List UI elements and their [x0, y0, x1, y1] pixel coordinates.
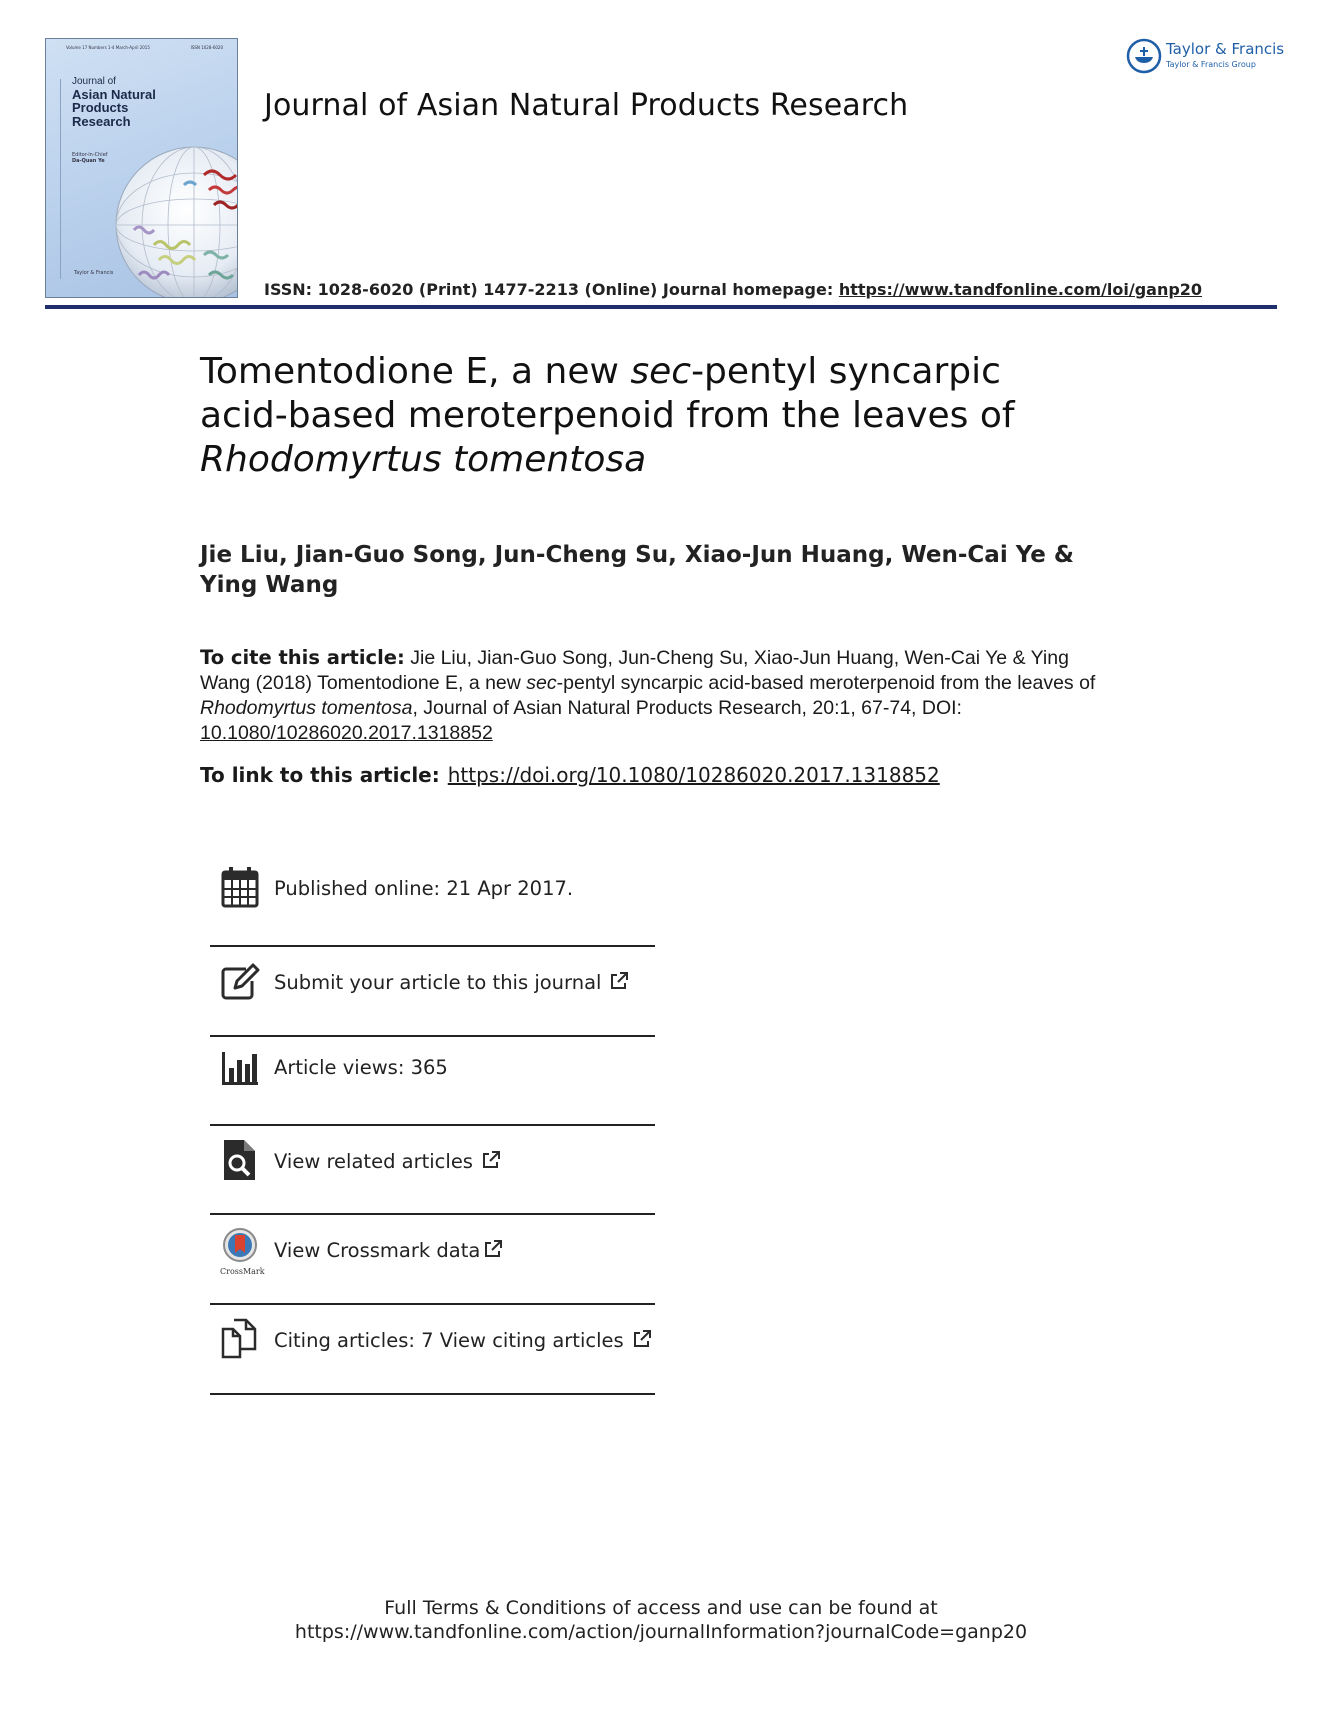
issn-text: ISSN: 1028-6020 (Print) 1477-2213 (Online) Journal homepage: — [264, 280, 839, 299]
cover-issn: ISSN 1028-6020 — [190, 45, 223, 50]
external-link-icon — [481, 1150, 501, 1170]
footer-terms-text: Full Terms & Conditions of access and use can be found at — [384, 1597, 938, 1619]
publisher-logo-name: Taylor & Francis — [1166, 40, 1285, 58]
cover-title-line-1: Journal of — [72, 76, 116, 87]
article-views-text: Article views: 365 — [274, 1056, 448, 1079]
crossmark-label: View Crossmark data — [274, 1239, 481, 1262]
issn-line — [264, 280, 1202, 299]
journal-title[interactable]: Journal of Asian Natural Products Research — [264, 88, 909, 123]
crossmark-text — [274, 1239, 503, 1262]
publisher-logo[interactable] — [1126, 38, 1285, 78]
article-title-italic-1: sec — [630, 351, 692, 392]
citation-label: To cite this article: — [200, 646, 405, 669]
copy-documents-icon — [220, 1317, 260, 1361]
article-title-part-2: -pentyl syncarpic acid-based meroterpenoid from the leaves of — [200, 351, 1015, 436]
calendar-icon — [220, 865, 260, 909]
citing-articles-row[interactable] — [210, 1295, 655, 1385]
published-online-text: Published online: 21 Apr 2017. — [274, 877, 574, 900]
article-authors: Jie Liu, Jian-Guo Song, Jun-Cheng Su, Xiao-Jun Huang, Wen-Cai Ye & Ying Wang — [200, 542, 1074, 598]
bar-chart-icon — [220, 1044, 260, 1088]
header-divider — [45, 305, 1277, 309]
article-title-italic-2: Rhodomyrtus tomentosa — [200, 439, 647, 480]
cover-editor-label: Editor-in-Chief — [72, 152, 108, 158]
publisher-logo-sub: Taylor & Francis Group — [1166, 60, 1256, 69]
article-link-line — [200, 763, 940, 787]
journal-homepage-link[interactable]: https://www.tandfonline.com/loi/ganp20 — [838, 280, 1203, 299]
cover-volume-line: Volume 17 Numbers 1-4 March-April 2015 — [66, 45, 150, 50]
cover-title-line-3: Products — [72, 100, 129, 116]
submit-article-row[interactable] — [210, 937, 655, 1027]
info-divider — [210, 1393, 655, 1395]
crossmark-icon-label: CrossMark — [220, 1267, 265, 1276]
article-title — [200, 350, 1100, 482]
cover-title — [72, 77, 182, 128]
journal-cover-image[interactable] — [45, 38, 238, 298]
cover-publisher: Taylor & Francis — [74, 270, 114, 276]
article-doi-url[interactable]: https://doi.org/10.1080/10286020.2017.1318852 — [447, 763, 940, 787]
citation-text-3: , Journal of Asian Natural Products Research, 20:1, 67-74, DOI: — [412, 697, 962, 719]
citation-text-2: -pentyl syncarpic acid-based meroterpenoid from the leaves of — [556, 672, 1096, 694]
cover-title-line-4: Research — [72, 113, 131, 129]
document-search-icon — [220, 1138, 260, 1182]
article-views-row — [210, 1022, 655, 1112]
tf-logo-icon — [1126, 38, 1162, 74]
published-online-row — [210, 843, 655, 933]
protein-globe-illustration — [114, 135, 238, 298]
related-articles-row[interactable] — [210, 1116, 655, 1206]
related-articles-text — [274, 1150, 501, 1173]
citation-text-1: Jie Liu, Jian-Guo Song, Jun-Cheng Su, Xiao-Jun Huang, Wen-Cai Ye & Ying Wang (2018) Tomentodione E, a new — [200, 647, 1069, 694]
citation-italic-2: Rhodomyrtus tomentosa — [200, 697, 413, 719]
external-link-icon — [609, 971, 629, 991]
external-link-icon — [483, 1239, 503, 1259]
submit-article-label: Submit your article to this journal — [274, 971, 602, 994]
related-articles-label: View related articles — [274, 1150, 473, 1173]
cover-spine — [50, 79, 61, 279]
external-link-icon — [632, 1329, 652, 1349]
edit-icon — [220, 959, 260, 1003]
cover-title-line-2: Asian Natural — [72, 86, 156, 102]
article-link-label: To link to this article: — [200, 763, 440, 787]
crossmark-row[interactable] — [210, 1205, 655, 1295]
cover-editor — [72, 152, 108, 164]
citing-articles-label: Citing articles: 7 View citing articles — [274, 1329, 624, 1352]
crossmark-icon — [220, 1227, 260, 1271]
cover-editor-name: Da-Quan Ye — [72, 158, 105, 164]
citation-italic-1: sec — [526, 672, 557, 694]
citation-doi-link[interactable]: 10.1080/10286020.2017.1318852 — [200, 722, 493, 744]
citing-articles-text — [274, 1329, 652, 1352]
article-title-part-1: Tomentodione E, a new — [200, 351, 631, 392]
footer-terms-link[interactable]: https://www.tandfonline.com/action/journalInformation?journalCode=ganp20 — [294, 1621, 1028, 1643]
citation-block — [200, 645, 1120, 746]
submit-article-text — [274, 971, 629, 994]
